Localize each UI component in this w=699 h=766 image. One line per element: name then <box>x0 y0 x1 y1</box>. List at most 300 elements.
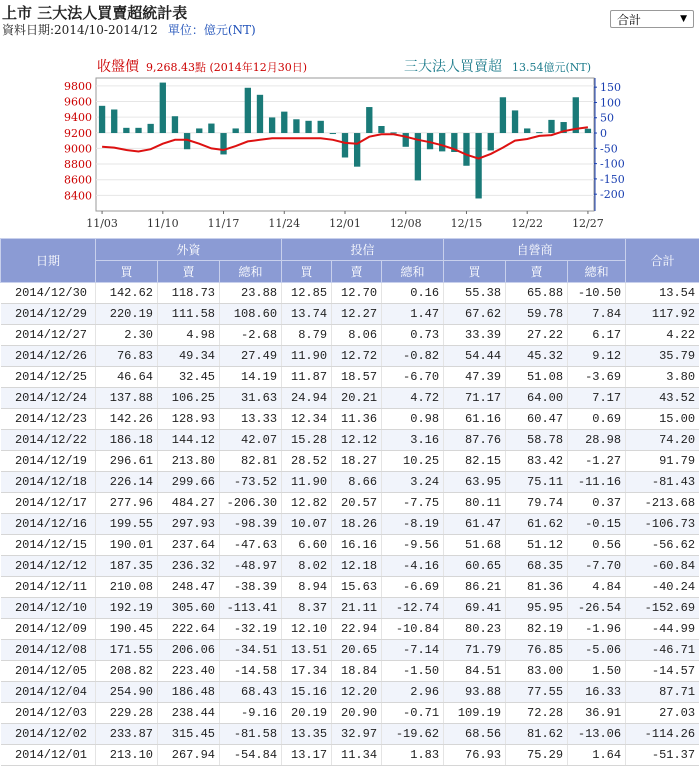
net-buy-bar <box>269 117 275 133</box>
value-cell: 222.64 <box>158 619 220 640</box>
value-cell: 46.64 <box>96 367 158 388</box>
right-tick-label: -150 <box>600 173 625 186</box>
value-cell: 208.82 <box>96 661 158 682</box>
value-cell: 187.35 <box>96 556 158 577</box>
value-cell: -3.69 <box>568 367 626 388</box>
value-cell: 6.60 <box>282 535 332 556</box>
value-cell: 45.32 <box>506 346 568 367</box>
selector-value: 合計 <box>617 11 641 28</box>
left-chart-note: 9,268.43點 (2014年12月30日) <box>146 60 307 74</box>
value-cell: -7.70 <box>568 556 626 577</box>
value-cell: 186.18 <box>96 430 158 451</box>
value-cell: 60.65 <box>444 556 506 577</box>
left-tick-label: 8600 <box>64 174 92 187</box>
date-cell: 2014/12/26 <box>1 346 96 367</box>
value-cell: 22.94 <box>332 619 382 640</box>
value-cell: -98.39 <box>220 514 282 535</box>
value-cell: -206.30 <box>220 493 282 514</box>
col-total: 合計 <box>626 239 699 283</box>
value-cell: 61.16 <box>444 409 506 430</box>
net-buy-bar <box>524 128 530 133</box>
net-buy-bar <box>488 133 494 150</box>
value-cell: 106.25 <box>158 388 220 409</box>
value-cell: -113.41 <box>220 598 282 619</box>
value-cell: 87.71 <box>626 682 699 703</box>
value-cell: 10.25 <box>382 451 444 472</box>
value-cell: 206.06 <box>158 640 220 661</box>
net-buy-bar <box>135 128 141 133</box>
value-cell: -10.50 <box>568 283 626 304</box>
value-cell: 4.22 <box>626 325 699 346</box>
net-buy-bar <box>366 107 372 133</box>
table-row <box>1 556 699 577</box>
table-row <box>1 304 699 325</box>
table-row <box>1 451 699 472</box>
value-cell: 91.79 <box>626 451 699 472</box>
value-cell: 54.44 <box>444 346 506 367</box>
left-tick-label: 8400 <box>64 189 92 202</box>
value-cell: 69.41 <box>444 598 506 619</box>
value-cell: 28.98 <box>568 430 626 451</box>
value-cell: 82.15 <box>444 451 506 472</box>
net-buy-bar <box>111 109 117 133</box>
value-cell: 12.82 <box>282 493 332 514</box>
value-cell: 64.00 <box>506 388 568 409</box>
net-buy-bar <box>281 112 287 133</box>
value-cell: 192.19 <box>96 598 158 619</box>
value-cell: 71.17 <box>444 388 506 409</box>
value-cell: 18.26 <box>332 514 382 535</box>
value-cell: 12.34 <box>282 409 332 430</box>
value-cell: 305.60 <box>158 598 220 619</box>
value-cell: 20.21 <box>332 388 382 409</box>
value-cell: -1.96 <box>568 619 626 640</box>
table-row <box>1 430 699 451</box>
date-cell: 2014/12/09 <box>1 619 96 640</box>
value-cell: -213.68 <box>626 493 699 514</box>
value-cell: 15.63 <box>332 577 382 598</box>
value-cell: 59.78 <box>506 304 568 325</box>
value-cell: 199.55 <box>96 514 158 535</box>
date-cell: 2014/12/01 <box>1 745 96 766</box>
value-cell: -114.26 <box>626 724 699 745</box>
value-cell: 68.56 <box>444 724 506 745</box>
value-cell: 254.90 <box>96 682 158 703</box>
value-cell: 1.64 <box>568 745 626 766</box>
value-cell: 82.19 <box>506 619 568 640</box>
value-cell: 0.98 <box>382 409 444 430</box>
value-cell: -152.69 <box>626 598 699 619</box>
value-cell: -0.82 <box>382 346 444 367</box>
value-cell: 55.38 <box>444 283 506 304</box>
value-cell: -54.84 <box>220 745 282 766</box>
x-tick-label: 12/27 <box>572 217 604 230</box>
value-cell: 0.73 <box>382 325 444 346</box>
value-cell: 190.45 <box>96 619 158 640</box>
date-cell: 2014/12/12 <box>1 556 96 577</box>
value-cell: 65.88 <box>506 283 568 304</box>
value-cell: 137.88 <box>96 388 158 409</box>
value-cell: 8.94 <box>282 577 332 598</box>
value-cell: 8.06 <box>332 325 382 346</box>
right-tick-label: -200 <box>600 188 625 201</box>
value-cell: 296.61 <box>96 451 158 472</box>
value-cell: 8.02 <box>282 556 332 577</box>
left-tick-label: 9000 <box>64 142 92 155</box>
value-cell: 8.79 <box>282 325 332 346</box>
value-cell: 9.12 <box>568 346 626 367</box>
value-cell: 12.72 <box>332 346 382 367</box>
date-cell: 2014/12/25 <box>1 367 96 388</box>
value-cell: 4.72 <box>382 388 444 409</box>
right-tick-label: -50 <box>600 142 618 155</box>
value-cell: 11.90 <box>282 472 332 493</box>
value-cell: 117.92 <box>626 304 699 325</box>
table-row <box>1 346 699 367</box>
value-cell: 21.11 <box>332 598 382 619</box>
col-date: 日期 <box>1 239 96 283</box>
value-cell: 3.24 <box>382 472 444 493</box>
total-selector[interactable] <box>610 10 694 28</box>
net-buy-bar <box>245 88 251 133</box>
date-range-label: 資料日期:2014/10-2014/12 <box>2 23 158 37</box>
value-cell: -8.19 <box>382 514 444 535</box>
value-cell: 76.85 <box>506 640 568 661</box>
value-cell: -106.73 <box>626 514 699 535</box>
table-row <box>1 283 699 304</box>
value-cell: -14.57 <box>626 661 699 682</box>
date-cell: 2014/12/24 <box>1 388 96 409</box>
table-row <box>1 640 699 661</box>
date-cell: 2014/12/27 <box>1 325 96 346</box>
value-cell: 11.90 <box>282 346 332 367</box>
value-cell: 68.35 <box>506 556 568 577</box>
value-cell: 63.95 <box>444 472 506 493</box>
value-cell: 81.62 <box>506 724 568 745</box>
net-buy-bar <box>233 128 239 133</box>
value-cell: -40.24 <box>626 577 699 598</box>
value-cell: -4.16 <box>382 556 444 577</box>
left-tick-label: 9400 <box>64 111 92 124</box>
value-cell: 87.76 <box>444 430 506 451</box>
value-cell: 213.10 <box>96 745 158 766</box>
value-cell: 238.44 <box>158 703 220 724</box>
date-cell: 2014/12/30 <box>1 283 96 304</box>
value-cell: 267.94 <box>158 745 220 766</box>
value-cell: 8.37 <box>282 598 332 619</box>
value-cell: -6.70 <box>382 367 444 388</box>
institutional-table <box>0 238 699 766</box>
net-buy-bar <box>585 129 591 133</box>
value-cell: 13.74 <box>282 304 332 325</box>
value-cell: 1.50 <box>568 661 626 682</box>
table-row <box>1 745 699 766</box>
value-cell: 11.36 <box>332 409 382 430</box>
value-cell: 27.03 <box>626 703 699 724</box>
value-cell: -13.06 <box>568 724 626 745</box>
value-cell: 12.27 <box>332 304 382 325</box>
chevron-down-icon: ▼ <box>680 14 687 24</box>
value-cell: -1.27 <box>568 451 626 472</box>
net-buy-bar <box>330 133 336 134</box>
left-tick-label: 9200 <box>64 127 92 140</box>
value-cell: 49.34 <box>158 346 220 367</box>
value-cell: -7.75 <box>382 493 444 514</box>
value-cell: 233.87 <box>96 724 158 745</box>
value-cell: 27.49 <box>220 346 282 367</box>
value-cell: 220.19 <box>96 304 158 325</box>
value-cell: 248.47 <box>158 577 220 598</box>
x-tick-label: 12/08 <box>390 217 422 230</box>
value-cell: 18.84 <box>332 661 382 682</box>
date-cell: 2014/12/02 <box>1 724 96 745</box>
value-cell: 11.34 <box>332 745 382 766</box>
right-tick-label: -100 <box>600 158 625 171</box>
value-cell: 31.63 <box>220 388 282 409</box>
value-cell: -0.71 <box>382 703 444 724</box>
value-cell: 12.20 <box>332 682 382 703</box>
right-tick-label: 150 <box>600 81 621 94</box>
net-buy-bar <box>220 133 226 154</box>
right-tick-label: 50 <box>600 112 614 125</box>
col-foreign-net: 總和 <box>220 261 282 283</box>
value-cell: 13.33 <box>220 409 282 430</box>
value-cell: 36.91 <box>568 703 626 724</box>
value-cell: 2.30 <box>96 325 158 346</box>
value-cell: 1.47 <box>382 304 444 325</box>
x-tick-label: 11/24 <box>268 217 300 230</box>
table-row <box>1 724 699 745</box>
value-cell: 111.58 <box>158 304 220 325</box>
date-cell: 2014/12/23 <box>1 409 96 430</box>
value-cell: 51.12 <box>506 535 568 556</box>
value-cell: 77.55 <box>506 682 568 703</box>
value-cell: 108.60 <box>220 304 282 325</box>
col-dealer-buy: 買 <box>444 261 506 283</box>
right-tick-label: 0 <box>600 127 607 140</box>
value-cell: 109.19 <box>444 703 506 724</box>
value-cell: -12.74 <box>382 598 444 619</box>
value-cell: 75.11 <box>506 472 568 493</box>
net-buy-bar <box>536 132 542 133</box>
net-buy-bar <box>160 83 166 133</box>
value-cell: 83.00 <box>506 661 568 682</box>
value-cell: 4.98 <box>158 325 220 346</box>
right-chart-title: 三大法人買賣超 <box>404 58 502 75</box>
value-cell: -9.56 <box>382 535 444 556</box>
date-cell: 2014/12/15 <box>1 535 96 556</box>
value-cell: 72.28 <box>506 703 568 724</box>
net-buy-bar <box>208 124 214 133</box>
value-cell: -46.71 <box>626 640 699 661</box>
net-buy-bar <box>318 121 324 133</box>
date-cell: 2014/12/04 <box>1 682 96 703</box>
value-cell: 128.93 <box>158 409 220 430</box>
value-cell: 67.62 <box>444 304 506 325</box>
value-cell: 142.62 <box>96 283 158 304</box>
value-cell: 95.95 <box>506 598 568 619</box>
col-trust-net: 總和 <box>382 261 444 283</box>
value-cell: 213.80 <box>158 451 220 472</box>
date-cell: 2014/12/16 <box>1 514 96 535</box>
col-dealer-sell: 賣 <box>506 261 568 283</box>
date-cell: 2014/12/29 <box>1 304 96 325</box>
value-cell: -81.58 <box>220 724 282 745</box>
value-cell: 76.93 <box>444 745 506 766</box>
value-cell: 20.19 <box>282 703 332 724</box>
col-dealer-net: 總和 <box>568 261 626 283</box>
net-buy-bar <box>293 119 299 133</box>
data-period <box>2 21 256 38</box>
net-buy-bar <box>475 133 481 198</box>
value-cell: 12.70 <box>332 283 382 304</box>
value-cell: -51.37 <box>626 745 699 766</box>
value-cell: 12.10 <box>282 619 332 640</box>
net-buy-bar <box>342 133 348 157</box>
table-row <box>1 514 699 535</box>
value-cell: 12.18 <box>332 556 382 577</box>
net-buy-bar <box>99 106 105 133</box>
net-buy-bar <box>463 133 469 166</box>
value-cell: 20.65 <box>332 640 382 661</box>
value-cell: -19.62 <box>382 724 444 745</box>
value-cell: -38.39 <box>220 577 282 598</box>
net-buy-bar <box>354 133 360 167</box>
value-cell: 12.85 <box>282 283 332 304</box>
value-cell: 277.96 <box>96 493 158 514</box>
value-cell: 80.23 <box>444 619 506 640</box>
net-buy-bar <box>257 95 263 133</box>
value-cell: 13.17 <box>282 745 332 766</box>
value-cell: 15.00 <box>626 409 699 430</box>
value-cell: -11.16 <box>568 472 626 493</box>
right-chart-note: 13.54億元(NT) <box>512 60 591 74</box>
value-cell: 76.83 <box>96 346 158 367</box>
value-cell: -34.51 <box>220 640 282 661</box>
value-cell: 484.27 <box>158 493 220 514</box>
value-cell: 11.87 <box>282 367 332 388</box>
value-cell: 51.08 <box>506 367 568 388</box>
date-cell: 2014/12/22 <box>1 430 96 451</box>
value-cell: -81.43 <box>626 472 699 493</box>
col-foreign-buy: 買 <box>96 261 158 283</box>
col-foreign-sell: 賣 <box>158 261 220 283</box>
value-cell: 93.88 <box>444 682 506 703</box>
institutional-chart <box>0 55 699 233</box>
table-row <box>1 367 699 388</box>
value-cell: -73.52 <box>220 472 282 493</box>
x-tick-label: 12/15 <box>451 217 483 230</box>
value-cell: -47.63 <box>220 535 282 556</box>
value-cell: -32.19 <box>220 619 282 640</box>
value-cell: 10.07 <box>282 514 332 535</box>
value-cell: 51.68 <box>444 535 506 556</box>
value-cell: -7.14 <box>382 640 444 661</box>
value-cell: 118.73 <box>158 283 220 304</box>
value-cell: 86.21 <box>444 577 506 598</box>
left-chart-title: 收盤價 <box>97 58 140 75</box>
value-cell: 0.16 <box>382 283 444 304</box>
value-cell: 15.16 <box>282 682 332 703</box>
value-cell: 32.45 <box>158 367 220 388</box>
col-trust-buy: 買 <box>282 261 332 283</box>
col-group-foreign: 外資 <box>96 239 282 261</box>
value-cell: 0.56 <box>568 535 626 556</box>
value-cell: -2.68 <box>220 325 282 346</box>
value-cell: 61.47 <box>444 514 506 535</box>
value-cell: 15.28 <box>282 430 332 451</box>
net-buy-bar <box>196 128 202 133</box>
net-buy-bar <box>548 120 554 133</box>
value-cell: 18.57 <box>332 367 382 388</box>
value-cell: 223.40 <box>158 661 220 682</box>
value-cell: 83.42 <box>506 451 568 472</box>
value-cell: 186.48 <box>158 682 220 703</box>
value-cell: 226.14 <box>96 472 158 493</box>
value-cell: 210.08 <box>96 577 158 598</box>
value-cell: 7.17 <box>568 388 626 409</box>
date-cell: 2014/12/18 <box>1 472 96 493</box>
value-cell: 13.35 <box>282 724 332 745</box>
value-cell: 8.66 <box>332 472 382 493</box>
value-cell: 1.83 <box>382 745 444 766</box>
date-cell: 2014/12/17 <box>1 493 96 514</box>
table-row <box>1 388 699 409</box>
value-cell: 13.54 <box>626 283 699 304</box>
net-buy-bar <box>148 124 154 133</box>
value-cell: 18.27 <box>332 451 382 472</box>
value-cell: -14.58 <box>220 661 282 682</box>
value-cell: 2.96 <box>382 682 444 703</box>
value-cell: 4.84 <box>568 577 626 598</box>
table-row <box>1 619 699 640</box>
x-tick-label: 11/03 <box>86 217 118 230</box>
value-cell: 14.19 <box>220 367 282 388</box>
left-tick-label: 9800 <box>64 80 92 93</box>
table-row <box>1 409 699 430</box>
value-cell: 16.33 <box>568 682 626 703</box>
value-cell: 299.66 <box>158 472 220 493</box>
table-row <box>1 493 699 514</box>
value-cell: -6.69 <box>382 577 444 598</box>
date-cell: 2014/12/03 <box>1 703 96 724</box>
value-cell: -48.97 <box>220 556 282 577</box>
value-cell: 0.69 <box>568 409 626 430</box>
value-cell: -0.15 <box>568 514 626 535</box>
x-tick-label: 12/01 <box>329 217 361 230</box>
value-cell: 12.12 <box>332 430 382 451</box>
value-cell: -56.62 <box>626 535 699 556</box>
value-cell: 24.94 <box>282 388 332 409</box>
net-buy-bar <box>305 121 311 133</box>
value-cell: -26.54 <box>568 598 626 619</box>
value-cell: 71.79 <box>444 640 506 661</box>
col-trust-sell: 賣 <box>332 261 382 283</box>
table-row <box>1 661 699 682</box>
value-cell: 144.12 <box>158 430 220 451</box>
value-cell: 16.16 <box>332 535 382 556</box>
value-cell: 17.34 <box>282 661 332 682</box>
value-cell: 190.01 <box>96 535 158 556</box>
col-group-dealer: 自營商 <box>444 239 626 261</box>
value-cell: 79.74 <box>506 493 568 514</box>
value-cell: 61.62 <box>506 514 568 535</box>
value-cell: 20.90 <box>332 703 382 724</box>
value-cell: 237.64 <box>158 535 220 556</box>
net-buy-bar <box>439 133 445 151</box>
table-row <box>1 577 699 598</box>
date-cell: 2014/12/10 <box>1 598 96 619</box>
